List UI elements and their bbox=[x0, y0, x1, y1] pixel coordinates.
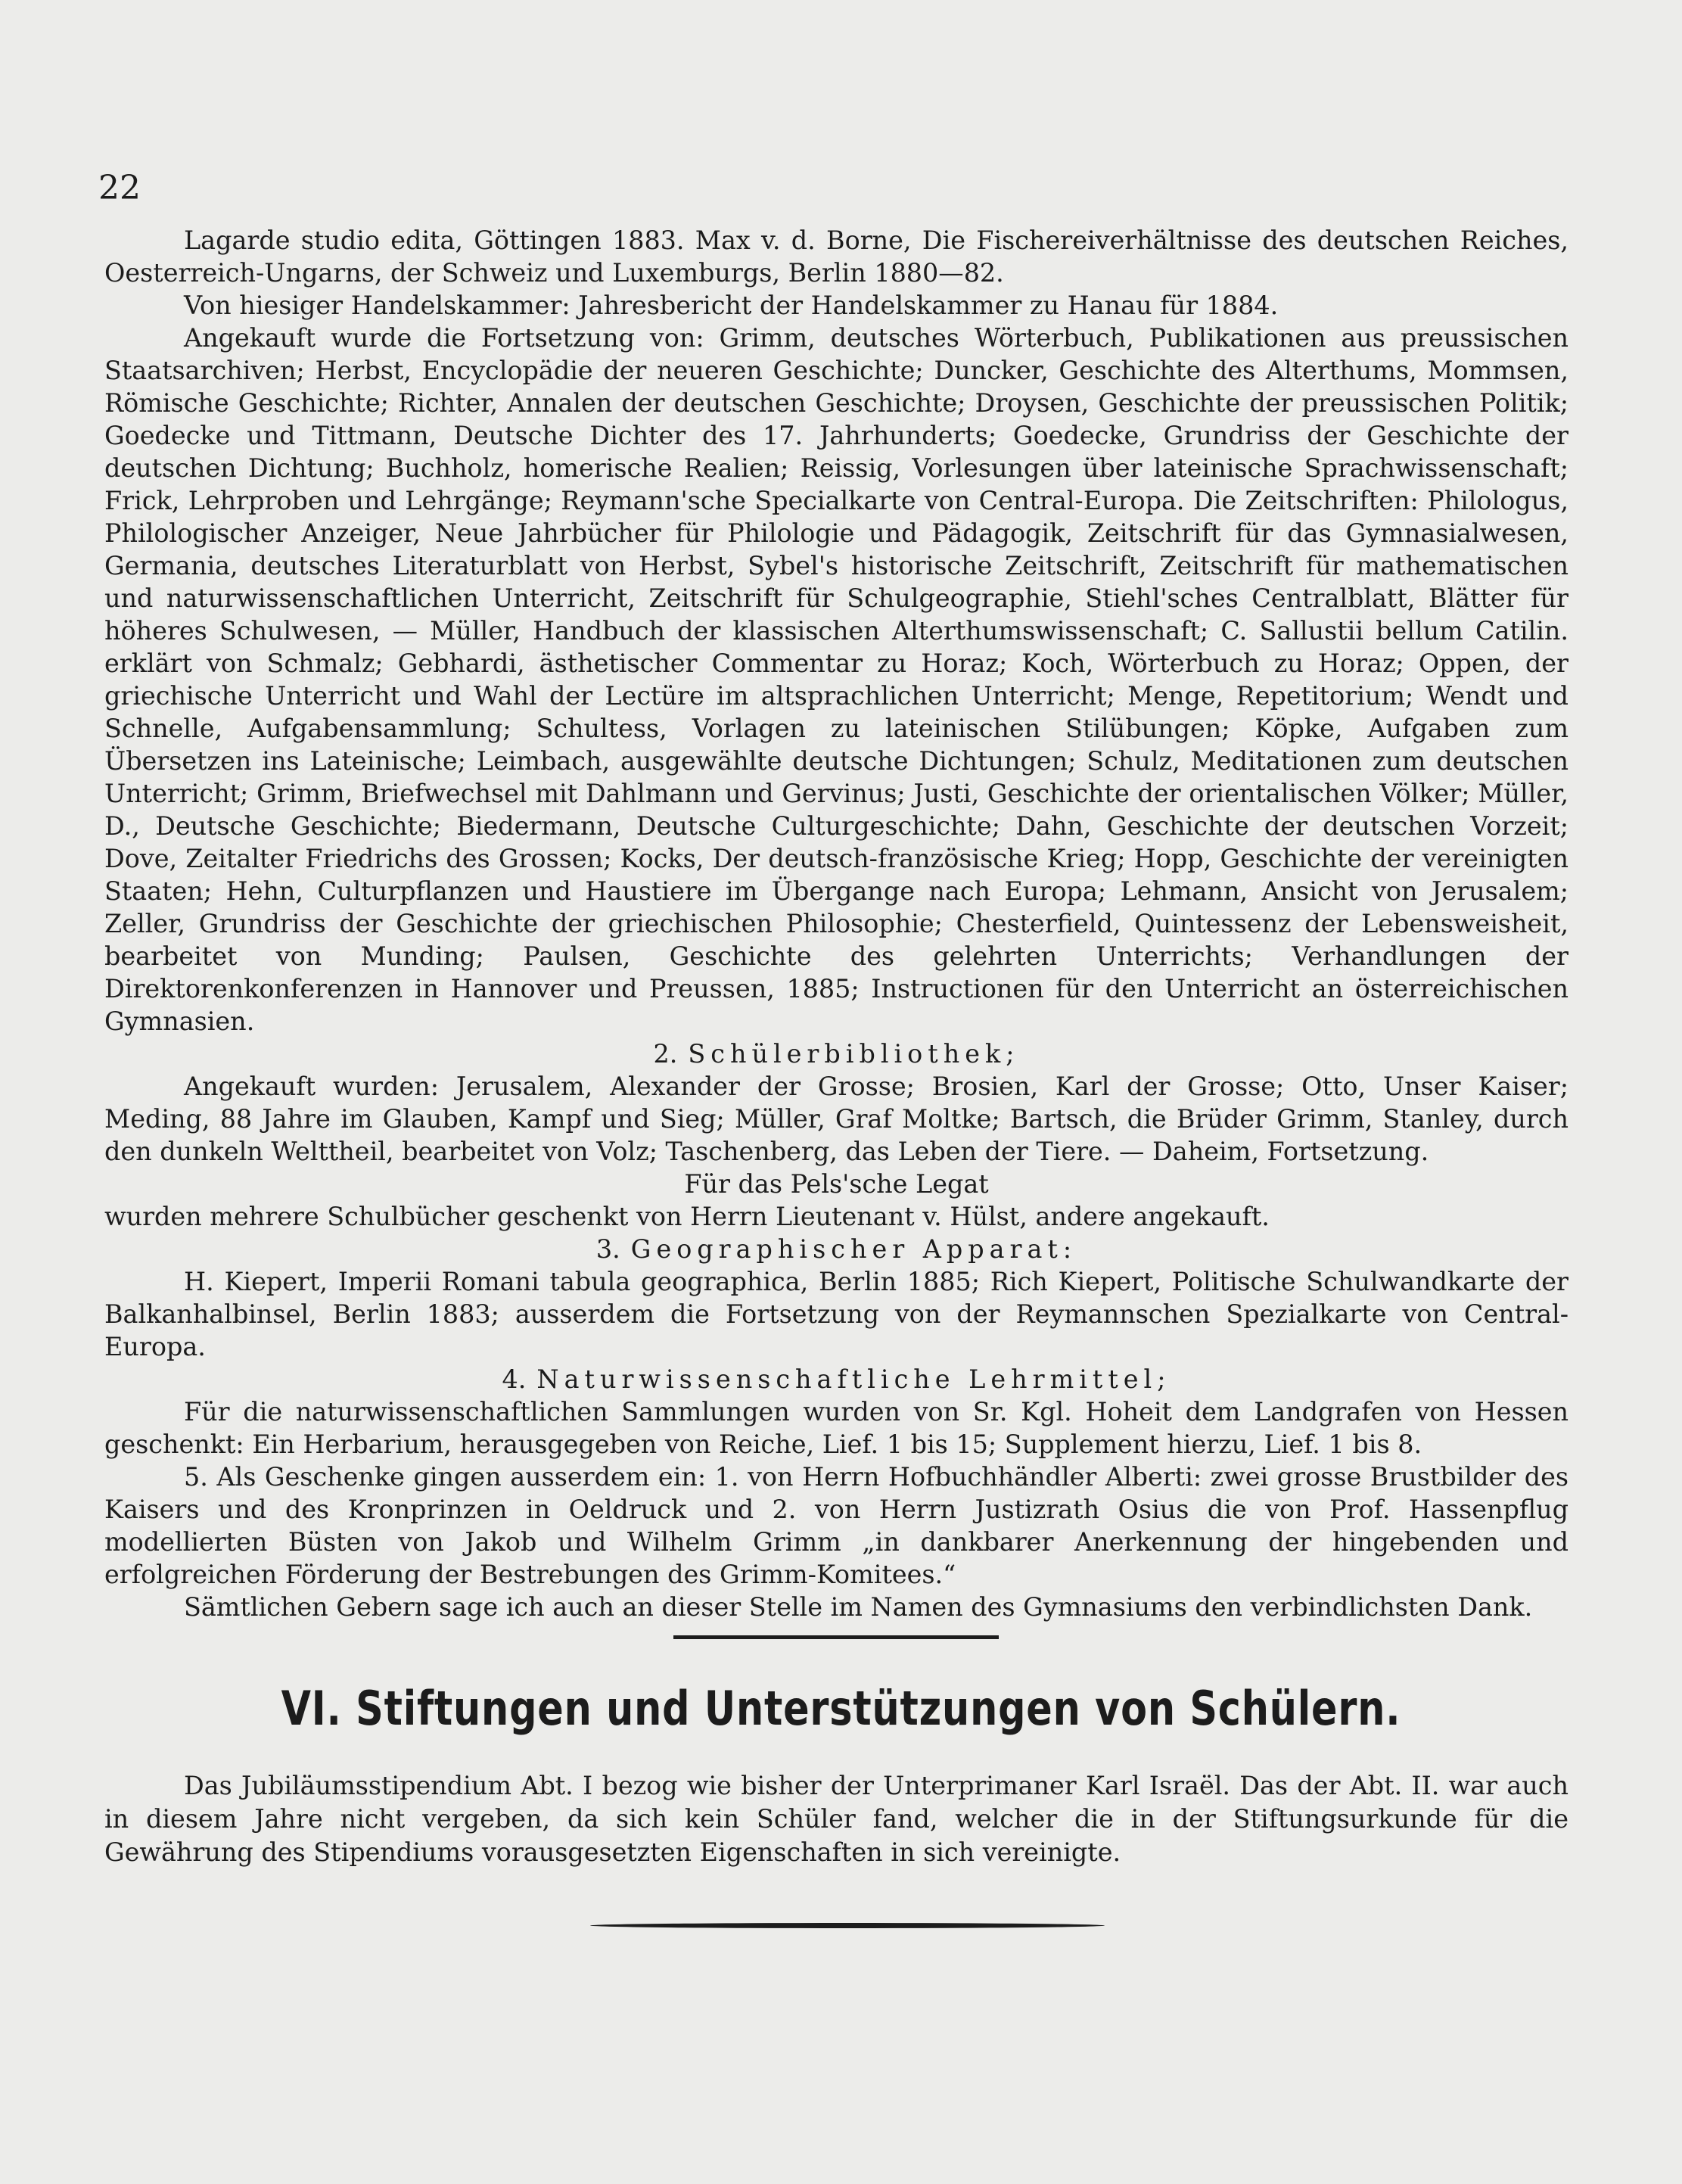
heading-number: 4. bbox=[502, 1364, 527, 1394]
section-body bbox=[104, 1769, 1569, 1869]
heading-naturwissenschaft bbox=[104, 1363, 1569, 1395]
paragraph-dank: Sämtlichen Gebern sage ich auch an dieser Stelle im Namen des Gymnasiums den verbindlichsten Dank. bbox=[184, 1592, 1533, 1622]
paragraph-angekauft-fortsetzung: Angekauft wurde die Fortsetzung von: Grimm, deutsches Wörterbuch, Publikationen aus preussischen Staatsarchiven; Herbst, Encyclopädie der neueren Geschichte; Duncker, Geschichte des Alterthums, Mommsen, Römische Geschichte; Richter, Annalen der deutschen Geschichte; Droysen, Geschichte der preussischen Politik; Goedecke und Tittmann, Deutsche Dichter des 17. Jahrhunderts; Goedecke, Grundriss der Geschichte der deutschen Dichtung; Buchholz, homerische Realien; Reissig, Vorlesungen über lateinische Sprachwissenschaft; Frick, Lehrproben und Lehrgänge; Reymann'sche Specialkarte von Central-Europa. Die Zeitschriften: Philologus, Philologischer Anzeiger, Neue Jahrbücher für Philologie und Pädagogik, Zeitschrift für das Gymnasialwesen, Germania, deutsches Literaturblatt von Herbst, Sybel's historische Zeitschrift, Zeitschrift für mathematischen und naturwissenschaftlichen Unterricht, Zeitschrift für Schulgeographie, Stiehl'sches Centralblatt, Blätter für höheres Schulwesen, — Müller, Handbuch der klassischen Alterthumswissenschaft; C. Sallustii bellum Catilin. erklärt von Schmalz; Gebhardi, ästhetischer Commentar zu Horaz; Koch, Wörterbuch zu Horaz; Oppen, der griechische Unterricht und Wahl der Lectüre im altsprachlichen Unterricht; Menge, Repetitorium; Wendt und Schnelle, Aufgabensammlung; Schultess, Vorlagen zu lateinischen Stilübungen; Köpke, Aufgaben zum Übersetzen ins Lateinische; Leimbach, ausgewählte deutsche Dichtungen; Schulz, Meditationen zum deutschen Unterricht; Grimm, Briefwechsel mit Dahlmann und Gervinus; Justi, Geschichte der orientalischen Völker; Müller, D., Deutsche Geschichte; Biedermann, Deutsche Culturgeschichte; Dahn, Geschichte der deutschen Vorzeit; Dove, Zeitalter Friedrichs des Grossen; Kocks, Der deutsch-französische Krieg; Hopp, Geschichte der vereinigten Staaten; Hehn, Culturpflanzen und Haustiere im Übergange nach Europa; Lehmann, Ansicht von Jerusalem; Zeller, Grundriss der Geschichte der griechischen Philosophie; Chesterfield, Quintessenz der Lebensweisheit, bearbeitet von Munding; Paulsen, Geschichte des gelehrten Unterrichts; Verhandlungen der Direktorenkonferenzen in Hannover und Preussen, 1885; Instructionen für den Unterricht an österreichischen Gymnasien. bbox=[104, 323, 1569, 1036]
paragraph-stipendium: Das Jubiläumsstipendium Abt. I bezog wie bisher der Unterprimaner Karl Israël. Das der Abt. II. war auch in diesem Jahre nicht vergeben, da sich kein Schüler fand, welcher die in der Stiftungsurkunde für die Gewährung des Stipendiums vorausgesetzten Eigenschaften in sich vereinigte. bbox=[104, 1771, 1569, 1867]
heading-geographischer-apparat bbox=[104, 1233, 1569, 1265]
heading-title: Naturwissenschaftliche Lehrmittel; bbox=[536, 1364, 1171, 1394]
divider-rule bbox=[673, 1635, 999, 1639]
heading-number: 3. bbox=[595, 1234, 620, 1264]
end-rule bbox=[590, 1923, 1105, 1928]
paragraph-pels-legat: wurden mehrere Schulbücher geschenkt von Herrn Lieutenant v. Hülst, andere angekauft. bbox=[104, 1202, 1270, 1231]
heading-title: Schülerbibliothek; bbox=[688, 1039, 1020, 1069]
document-body bbox=[104, 224, 1569, 1623]
heading-number: 2. bbox=[653, 1039, 678, 1069]
paragraph-geschenke: 5. Als Geschenke gingen ausserdem ein: 1. von Herrn Hofbuchhändler Alberti: zwei grosse Brustbilder des Kaisers und des Kronprinzen in Oeldruck und 2. von Herrn Justizrath Osius die von Prof. Hassenpflug modellierten Büsten von Jakob und Wilhelm Grimm „in dankbarer Anerkennung der hingebenden und erfolgreichen Förderung der Bestrebungen des Grimm-Komitees.“ bbox=[104, 1462, 1569, 1589]
paragraph-schuelerbibliothek: Angekauft wurden: Jerusalem, Alexander der Grosse; Brosien, Karl der Grosse; Otto, Unser Kaiser; Meding, 88 Jahre im Glauben, Kampf und Sieg; Müller, Graf Moltke; Bartsch, die Brüder Grimm, Stanley, durch den dunkeln Welttheil, bearbeitet von Volz; Taschenberg, das Leben der Tiere. — Daheim, Fortsetzung. bbox=[104, 1072, 1569, 1166]
page-number: 22 bbox=[98, 169, 141, 207]
paragraph-naturwissenschaft: Für die naturwissenschaftlichen Sammlungen wurden von Sr. Kgl. Hoheit dem Landgrafen von Hessen geschenkt: Ein Herbarium, herausgegeben von Reiche, Lief. 1 bis 15; Supplement hierzu, Lief. 1 bis 8. bbox=[104, 1397, 1569, 1459]
heading-pels-legat: Für das Pels'sche Legat bbox=[684, 1169, 989, 1199]
paragraph-lagarde: Lagarde studio edita, Göttingen 1883. Max v. d. Borne, Die Fischereiverhältnisse des deutschen Reiches, Oesterreich-Ungarns, der Schweiz und Luxemburgs, Berlin 1880—82. bbox=[104, 226, 1569, 288]
paragraph-geographie: H. Kiepert, Imperii Romani tabula geographica, Berlin 1885; Rich Kiepert, Politische Schulwandkarte der Balkanhalbinsel, Berlin 1883; ausserdem die Fortsetzung von der Reymannschen Spezialkarte von Central-Europa. bbox=[104, 1267, 1569, 1361]
section-title: VI. Stiftungen und Unterstützungen von Schülern. bbox=[281, 1681, 1401, 1736]
heading-title: Geographischer Apparat: bbox=[630, 1234, 1077, 1264]
heading-schuelerbibliothek bbox=[104, 1038, 1569, 1070]
paragraph-handelskammer: Von hiesiger Handelskammer: Jahresbericht der Handelskammer zu Hanau für 1884. bbox=[184, 291, 1279, 320]
